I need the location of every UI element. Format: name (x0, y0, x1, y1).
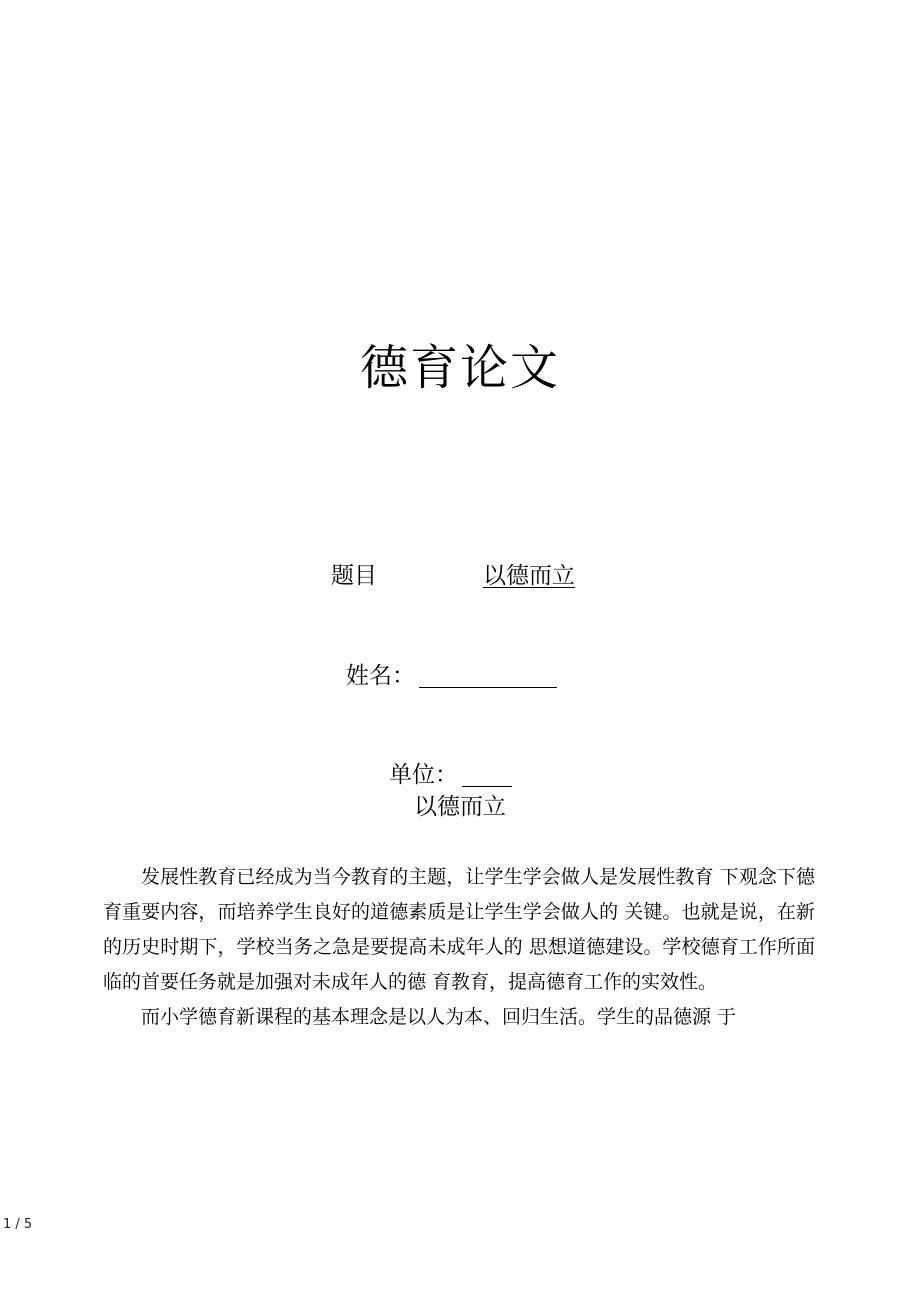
paragraph: 而小学德育新课程的基本理念是以人为本、回归生活。学生的品德源 于 (141, 1006, 737, 1028)
page-number: 1 / 5 (3, 1217, 33, 1232)
paragraph: 发展性教育已经成为当今教育的主题，让学生学会做人是发展性教育 下观念下德育重要内容，而培养学生良好的道德素质是让学生学会做人的 关键。也就是说，在新的历史时期下，学校当务之急是要提高未成年人的 思想道德建设。学校德育工作所面临的首要任务就是加强对未成年人的德 育教育，提高德育工作的实效性。 (103, 866, 815, 993)
body-text (103, 860, 815, 1035)
unit-label: 单位： (389, 762, 458, 788)
topic-value: 以德而立 (483, 563, 575, 589)
unit-field (389, 760, 512, 790)
topic-label: 题目 (331, 563, 377, 589)
document-title: 德育论文 (359, 340, 560, 396)
section-heading: 以德而立 (414, 794, 506, 820)
topic-field (331, 561, 575, 591)
unit-blank-line (462, 764, 512, 787)
name-field (346, 661, 557, 691)
name-blank-line (419, 665, 557, 688)
name-label: 姓名： (346, 663, 415, 689)
